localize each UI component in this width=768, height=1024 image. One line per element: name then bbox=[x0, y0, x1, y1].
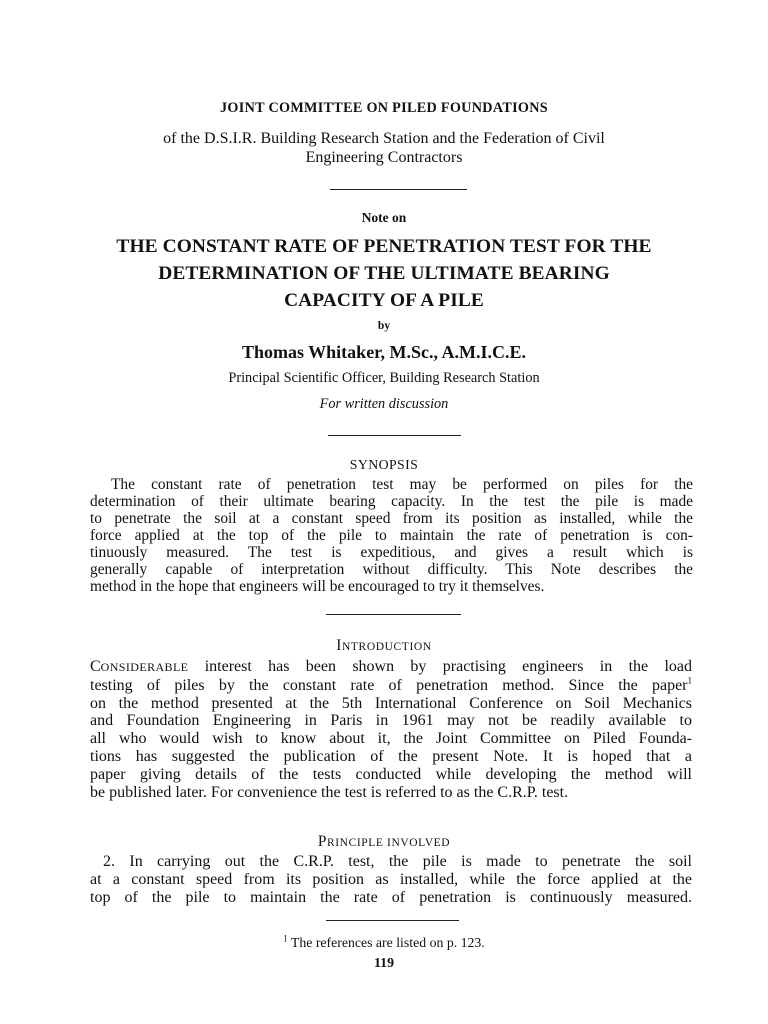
by-label: by bbox=[377, 320, 391, 332]
synopsis-line: to penetrate the soil at a constant speed from its position as installed, while the bbox=[90, 510, 693, 527]
introduction-line: all who would wish to know about it, the Joint Committee on Piled Founda- bbox=[90, 730, 692, 748]
principle-paragraph bbox=[90, 853, 692, 906]
introduction-heading: INTRODUCTION bbox=[336, 637, 432, 654]
committee-heading: JOINT COMMITTEE ON PILED FOUNDATIONS bbox=[220, 100, 548, 116]
footnote-rule bbox=[326, 920, 459, 921]
synopsis-heading: SYNOPSIS bbox=[349, 457, 419, 472]
synopsis-line: generally capable of interpretation without difficulty. This Note describes the bbox=[90, 561, 693, 578]
author-name: Thomas Whitaker, M.Sc., A.M.I.C.E. bbox=[241, 342, 527, 362]
footnote: $^1$ The references are listed on p. 123. bbox=[283, 933, 485, 950]
introduction-line: testing of piles by the constant rate of penetration method. Since the paper$^1$ bbox=[90, 675, 692, 694]
introduction-line: tions has suggested the publication of the present Note. It is hoped that a bbox=[90, 747, 692, 765]
introduction-line: and Foundation Engineering in Paris in 1961 may not be readily available to bbox=[90, 712, 692, 730]
paper-title-line-2: DETERMINATION OF THE ULTIMATE BEARING bbox=[158, 263, 610, 284]
synopsis-line: method in the hope that engineers will be encouraged to try it themselves. bbox=[90, 578, 545, 595]
affiliation-line-2: Engineering Contractors bbox=[305, 149, 463, 166]
introduction-line: on the method presented at the 5th International Conference on Soil Mechanics bbox=[90, 694, 692, 712]
introduction-line: paper giving details of the tests conducted while developing the method will bbox=[90, 765, 692, 783]
footnote-mark: 1 bbox=[283, 933, 288, 944]
introduction-line: CONSIDERABLE interest has been shown by practising engineers in the load bbox=[90, 658, 692, 675]
principle-line: 2. In carrying out the C.R.P. test, the pile is made to penetrate the soil bbox=[103, 853, 692, 870]
paper-title-line-3: CAPACITY OF A PILE bbox=[284, 290, 484, 311]
affiliation-line-1: of the D.S.I.R. Building Research Station and the Federation of Civil bbox=[163, 130, 605, 147]
note-on-label: Note on bbox=[361, 210, 407, 225]
synopsis-line: force applied at the top of the pile to maintain the rate of penetration is con- bbox=[90, 527, 693, 544]
synopsis-line: determination of their ultimate bearing capacity. In the test the pile is made bbox=[90, 493, 693, 510]
introduction-line: be published later. For convenience the test is referred to as the C.R.P. test. bbox=[90, 783, 569, 801]
divider-rule bbox=[330, 189, 467, 190]
page-number: 119 bbox=[374, 955, 394, 970]
discussion-note: For written discussion bbox=[319, 396, 449, 412]
synopsis-paragraph bbox=[90, 476, 693, 595]
divider-rule bbox=[326, 614, 461, 615]
principle-heading: PRINCIPLE INVOLVED bbox=[317, 833, 451, 850]
principle-line: at a constant speed from its position as installed, while the force applied at the bbox=[90, 870, 692, 888]
introduction-paragraph bbox=[90, 658, 692, 801]
footnote-reference: 1 bbox=[687, 675, 692, 686]
paper-title-line-1: THE CONSTANT RATE OF PENETRATION TEST FOR THE bbox=[116, 236, 652, 257]
synopsis-line: tinuously measured. The test is expeditious, and gives a result which is bbox=[90, 544, 693, 561]
author-position: Principal Scientific Officer, Building Research Station bbox=[228, 370, 540, 386]
divider-rule bbox=[328, 435, 461, 436]
synopsis-line: The constant rate of penetration test may be performed on piles for the bbox=[111, 476, 693, 493]
principle-line: top of the pile to maintain the rate of penetration is continuously measured. bbox=[90, 888, 692, 906]
